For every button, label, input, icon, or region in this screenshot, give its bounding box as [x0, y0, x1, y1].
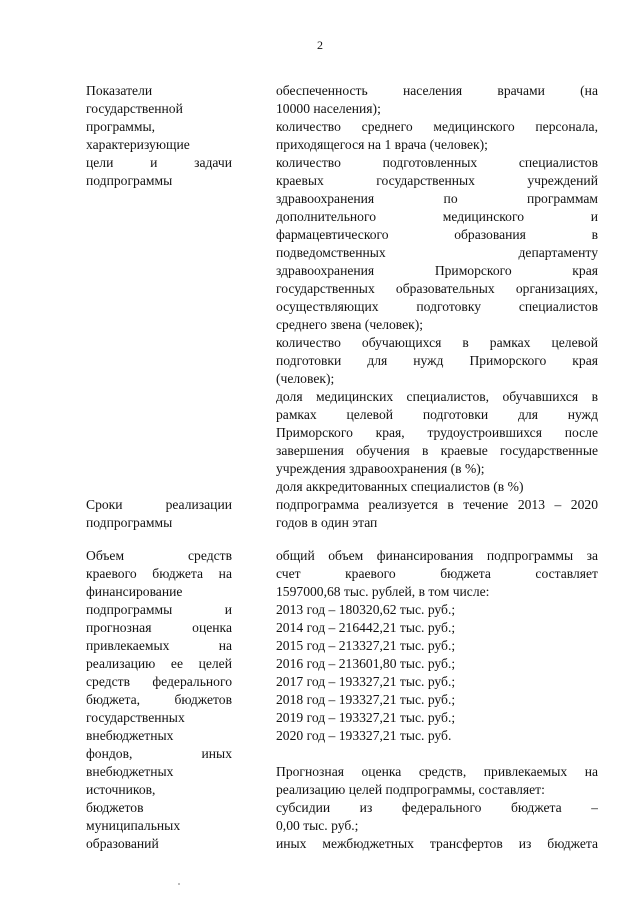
value-line: количество среднего медицинского персонала, — [276, 119, 598, 134]
value-line: государственных образовательных организациях, — [276, 281, 598, 296]
value-line: 10000 населения); — [276, 101, 381, 116]
section-funding-value — [276, 547, 598, 853]
label-line: фондов, иных — [86, 746, 232, 761]
value-line: реализацию целей подпрограммы, составляет: — [276, 782, 545, 797]
label-line: подпрограммы — [86, 515, 173, 530]
value-line: Приморского края, трудоустроившихся после — [276, 425, 598, 440]
label-line: цели и задачи — [86, 155, 232, 170]
value-line — [276, 745, 598, 763]
label-line: подпрограммы и — [86, 602, 232, 617]
value-line: обеспеченность населения врачами (на — [276, 83, 598, 98]
label-line: источников, — [86, 782, 156, 797]
label-line: программы, — [86, 119, 156, 134]
label-line: привлекаемых на — [86, 638, 232, 653]
value-line: дополнительного медицинского и — [276, 209, 598, 224]
value-line: приходящегося на 1 врача (человек); — [276, 137, 488, 152]
label-line: образований — [86, 836, 159, 851]
value-line: количество обучающихся в рамках целевой — [276, 335, 598, 350]
label-line: внебюджетных — [86, 728, 174, 743]
value-line: 2020 год – 193327,21 тыс. руб. — [276, 728, 452, 743]
label-line: прогнозная оценка — [86, 620, 232, 635]
label-line: бюджетов — [86, 800, 144, 815]
section-terms-value — [276, 496, 598, 532]
value-line: количество подготовленных специалистов — [276, 155, 598, 170]
value-line: 2017 год – 193327,21 тыс. руб.; — [276, 674, 456, 689]
value-line: учреждения здравоохранения (в %); — [276, 461, 485, 476]
value-line: подпрограмма реализуется в течение 2013 – 2020 — [276, 497, 598, 512]
value-line: общий объем финансирования подпрограммы за — [276, 548, 598, 563]
value-line: 2013 год – 180320,62 тыс. руб.; — [276, 602, 456, 617]
label-line: характеризующие — [86, 137, 190, 152]
value-line: завершения обучения в краевые государственные — [276, 443, 598, 458]
value-line: 0,00 тыс. руб.; — [276, 818, 359, 833]
section-funding-label — [86, 547, 232, 853]
section-terms-label — [86, 496, 232, 532]
section-indicators-value — [276, 82, 598, 496]
label-line: подпрограммы — [86, 173, 173, 188]
value-line: осуществляющих подготовку специалистов — [276, 299, 598, 314]
value-line: годов в один этап — [276, 515, 378, 530]
value-line: 2016 год – 213601,80 тыс. руб.; — [276, 656, 456, 671]
label-line: финансирование — [86, 584, 183, 599]
value-line: краевых государственных учреждений — [276, 173, 598, 188]
value-line: среднего звена (человек); — [276, 317, 424, 332]
value-line: здравоохранения по программам — [276, 191, 598, 206]
value-line: подведомственных департаменту — [276, 245, 598, 260]
label-line: внебюджетных — [86, 764, 174, 779]
label-line: реализацию ее целей — [86, 656, 232, 671]
value-line: доля медицинских специалистов, обучавшихся в — [276, 389, 598, 404]
value-line: Прогнозная оценка средств, привлекаемых на — [276, 764, 598, 779]
page-number: 2 — [317, 38, 323, 52]
value-line: 2019 год – 193327,21 тыс. руб.; — [276, 710, 456, 725]
value-line: здравоохранения Приморского края — [276, 263, 598, 278]
value-line: (человек); — [276, 371, 335, 386]
label-line: Сроки реализации — [86, 497, 232, 512]
label-line: средств федерального — [86, 674, 232, 689]
value-line: субсидии из федерального бюджета – — [276, 800, 598, 815]
value-line: 1597000,68 тыс. рублей, в том числе: — [276, 584, 490, 599]
label-line: государственных — [86, 710, 185, 725]
value-line: 2014 год – 216442,21 тыс. руб.; — [276, 620, 456, 635]
value-line: доля аккредитованных специалистов (в %) — [276, 479, 524, 494]
label-line: муниципальных — [86, 818, 181, 833]
section-indicators-label — [86, 82, 232, 190]
scan-speck — [178, 883, 180, 885]
label-line: Показатели — [86, 83, 153, 98]
value-line: 2018 год – 193327,21 тыс. руб.; — [276, 692, 456, 707]
value-line: иных межбюджетных трансфертов из бюджета — [276, 836, 598, 851]
value-line: 2015 год – 213327,21 тыс. руб.; — [276, 638, 456, 653]
value-line: счет краевого бюджета составляет — [276, 566, 598, 581]
value-line: подготовки для нужд Приморского края — [276, 353, 598, 368]
value-line: рамках целевой подготовки для нужд — [276, 407, 598, 422]
label-line: государственной — [86, 101, 183, 116]
value-line: фармацевтического образования в — [276, 227, 598, 242]
label-line: краевого бюджета на — [86, 566, 232, 581]
label-line: бюджета, бюджетов — [86, 692, 232, 707]
label-line: Объем средств — [86, 548, 232, 563]
